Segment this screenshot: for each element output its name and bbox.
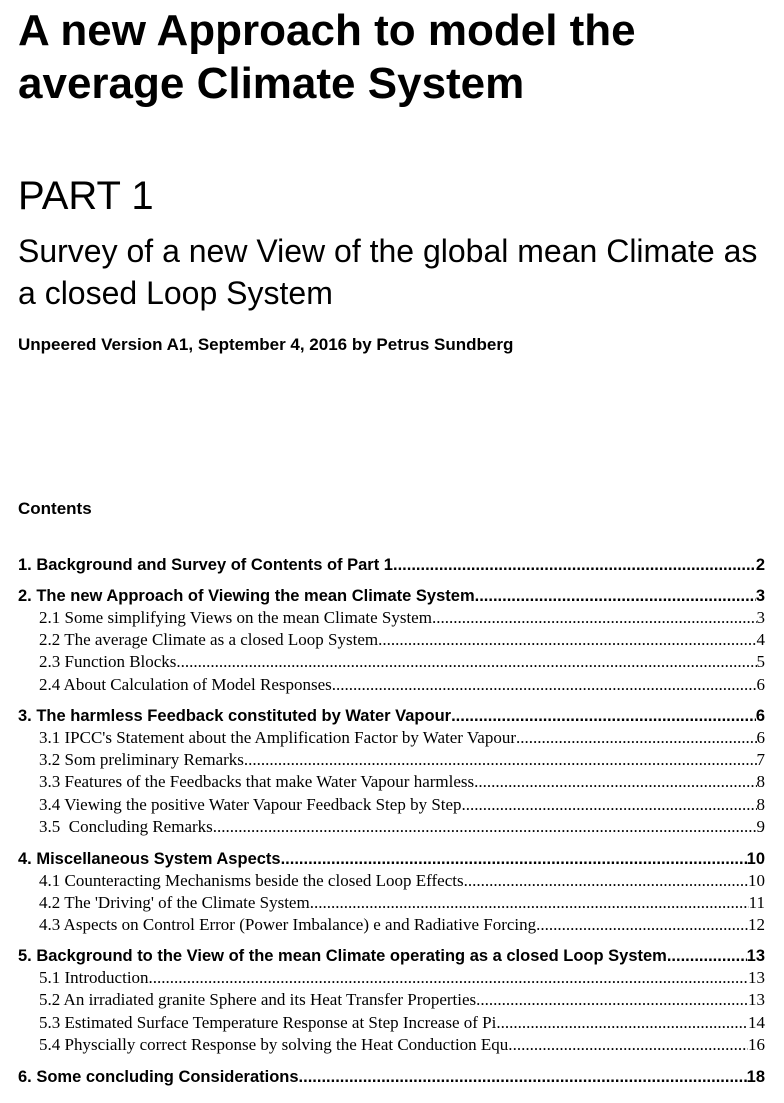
- toc-entry-title: 2.4 About Calculation of Model Responses: [39, 675, 332, 694]
- part-label: PART 1: [18, 174, 154, 218]
- toc-entry-title: 3.2 Som preliminary Remarks: [39, 750, 244, 769]
- toc-entry-page: 11: [748, 893, 765, 912]
- toc-entry-page: 4: [756, 630, 765, 649]
- toc-leader-dots: [149, 967, 748, 989]
- toc-leader-dots: [213, 816, 757, 838]
- toc-entry-title: 5.3 Estimated Surface Temperature Response at Step Increase of Pi: [39, 1013, 497, 1032]
- toc-leader-dots: [516, 727, 757, 749]
- toc-leader-dots: [378, 629, 756, 651]
- toc-leader-dots: [536, 914, 748, 936]
- toc-leader-dots: [393, 554, 756, 576]
- toc-entry-page: 8: [756, 772, 765, 791]
- toc-entry-title: 2.1 Some simplifying Views on the mean Climate System: [39, 608, 432, 627]
- toc-leader-dots: [475, 585, 756, 607]
- toc-entry-5[interactable]: [18, 945, 765, 967]
- toc-leader-dots: [432, 607, 757, 629]
- toc-entry-title: 3.3 Features of the Feedbacks that make Water Vapour harmless: [39, 772, 475, 791]
- toc-entry-page: 6: [756, 675, 765, 694]
- toc-entry-2-3[interactable]: [18, 651, 765, 673]
- toc-entry-title: 4. Miscellaneous System Aspects: [18, 850, 281, 868]
- toc-entry-page: 6: [756, 728, 765, 747]
- toc-entry-page: 16: [748, 1035, 765, 1054]
- toc-entry-4[interactable]: [18, 848, 765, 870]
- toc-entry-title: 2.2 The average Climate as a closed Loop System: [39, 630, 379, 649]
- toc-entry-5-2[interactable]: [18, 989, 765, 1011]
- toc-entry-title: 5.4 Physcially correct Response by solving the Heat Conduction Equ.: [39, 1035, 513, 1054]
- toc-entry-5-1[interactable]: [18, 967, 765, 989]
- toc-entry-2-4[interactable]: [18, 674, 765, 696]
- toc-entry-page: 6: [755, 707, 765, 725]
- toc-entry-5-4[interactable]: [18, 1034, 765, 1056]
- toc-entry-page: 8: [756, 795, 765, 814]
- toc-entry-page: 3: [755, 587, 765, 605]
- toc-leader-dots: [299, 1066, 747, 1088]
- toc-entry-page: 3: [756, 608, 765, 627]
- toc-entry-3-4[interactable]: [18, 794, 765, 816]
- toc-entry-title: 5. Background to the View of the mean Climate operating as a closed Loop System: [18, 947, 667, 965]
- toc-entry-page: 10: [748, 871, 765, 890]
- toc-entry-page: 13: [746, 947, 765, 965]
- toc-entry-page: 12: [748, 915, 765, 934]
- toc-entry-4-1[interactable]: [18, 870, 765, 892]
- toc-entry-1[interactable]: [18, 554, 765, 576]
- toc-entry-page: 13: [748, 990, 765, 1009]
- toc-entry-title: 5.1 Introduction: [39, 968, 149, 987]
- part-subtitle: Survey of a new View of the global mean Climate as a closed Loop System: [18, 233, 758, 311]
- toc-leader-dots: [496, 1012, 748, 1034]
- toc-entry-3[interactable]: [18, 705, 765, 727]
- toc-leader-dots: [513, 1034, 748, 1056]
- toc-entry-5-3[interactable]: [18, 1012, 765, 1034]
- toc-entry-page: 10: [746, 850, 765, 868]
- toc-entry-2[interactable]: [18, 585, 765, 607]
- toc-leader-dots: [451, 705, 756, 727]
- toc-entry-3-1[interactable]: [18, 727, 765, 749]
- toc-leader-dots: [462, 794, 757, 816]
- toc-entry-title: 4.2 The 'Driving' of the Climate System: [39, 893, 310, 912]
- toc-entry-page: 5: [756, 652, 765, 671]
- version-line: Unpeered Version A1, September 4, 2016 by Petrus Sundberg: [18, 335, 514, 354]
- toc-leader-dots: [281, 848, 747, 870]
- toc-entry-page: 18: [746, 1068, 765, 1086]
- toc-leader-dots: [244, 749, 757, 771]
- contents-heading: Contents: [18, 499, 92, 518]
- toc-entry-title: 3. The harmless Feedback constituted by Water Vapour: [18, 707, 452, 725]
- toc-entry-title: 3.5 Concluding Remarks: [39, 817, 213, 836]
- toc-entry-page: 2: [755, 556, 765, 574]
- toc-entry-title: 3.4 Viewing the positive Water Vapour Feedback Step by Step: [39, 795, 462, 814]
- toc-entry-4-3[interactable]: [18, 914, 765, 936]
- toc-entry-page: 9: [756, 817, 765, 836]
- toc-leader-dots: [667, 945, 747, 967]
- toc-entry-3-5[interactable]: [18, 816, 765, 838]
- toc-leader-dots: [476, 989, 748, 1011]
- toc-entry-3-3[interactable]: [18, 771, 765, 793]
- toc-entry-3-2[interactable]: [18, 749, 765, 771]
- toc-entry-title: 3.1 IPCC's Statement about the Amplification Factor by Water Vapour: [39, 728, 516, 747]
- toc-entry-title: 6. Some concluding Considerations: [18, 1068, 299, 1086]
- toc-entry-page: 14: [748, 1013, 765, 1032]
- toc-entry-title: 5.2 An irradiated granite Sphere and its Heat Transfer Properties: [39, 990, 477, 1009]
- toc-leader-dots: [176, 651, 756, 673]
- toc-leader-dots: [474, 771, 756, 793]
- toc-entry-4-2[interactable]: [18, 892, 765, 914]
- toc-entry-title: 1. Background and Survey of Contents of Part 1: [18, 556, 393, 574]
- toc-entry-page: 7: [756, 750, 765, 769]
- toc-entry-title: 2. The new Approach of Viewing the mean Climate System: [18, 587, 475, 605]
- document-title: A new Approach to model the average Climate System: [18, 6, 636, 108]
- toc-leader-dots: [310, 892, 749, 914]
- toc-entry-title: 2.3 Function Blocks: [39, 652, 177, 671]
- toc-leader-dots: [464, 870, 748, 892]
- toc-leader-dots: [332, 674, 757, 696]
- toc-entry-2-2[interactable]: [18, 629, 765, 651]
- toc-entry-page: 13: [748, 968, 765, 987]
- toc-entry-title: 4.1 Counteracting Mechanisms beside the closed Loop Effects: [39, 871, 464, 890]
- toc-entry-title: 4.3 Aspects on Control Error (Power Imbalance) e and Radiative Forcing: [39, 915, 537, 934]
- toc-entry-6[interactable]: [18, 1066, 765, 1088]
- toc-entry-2-1[interactable]: [18, 607, 765, 629]
